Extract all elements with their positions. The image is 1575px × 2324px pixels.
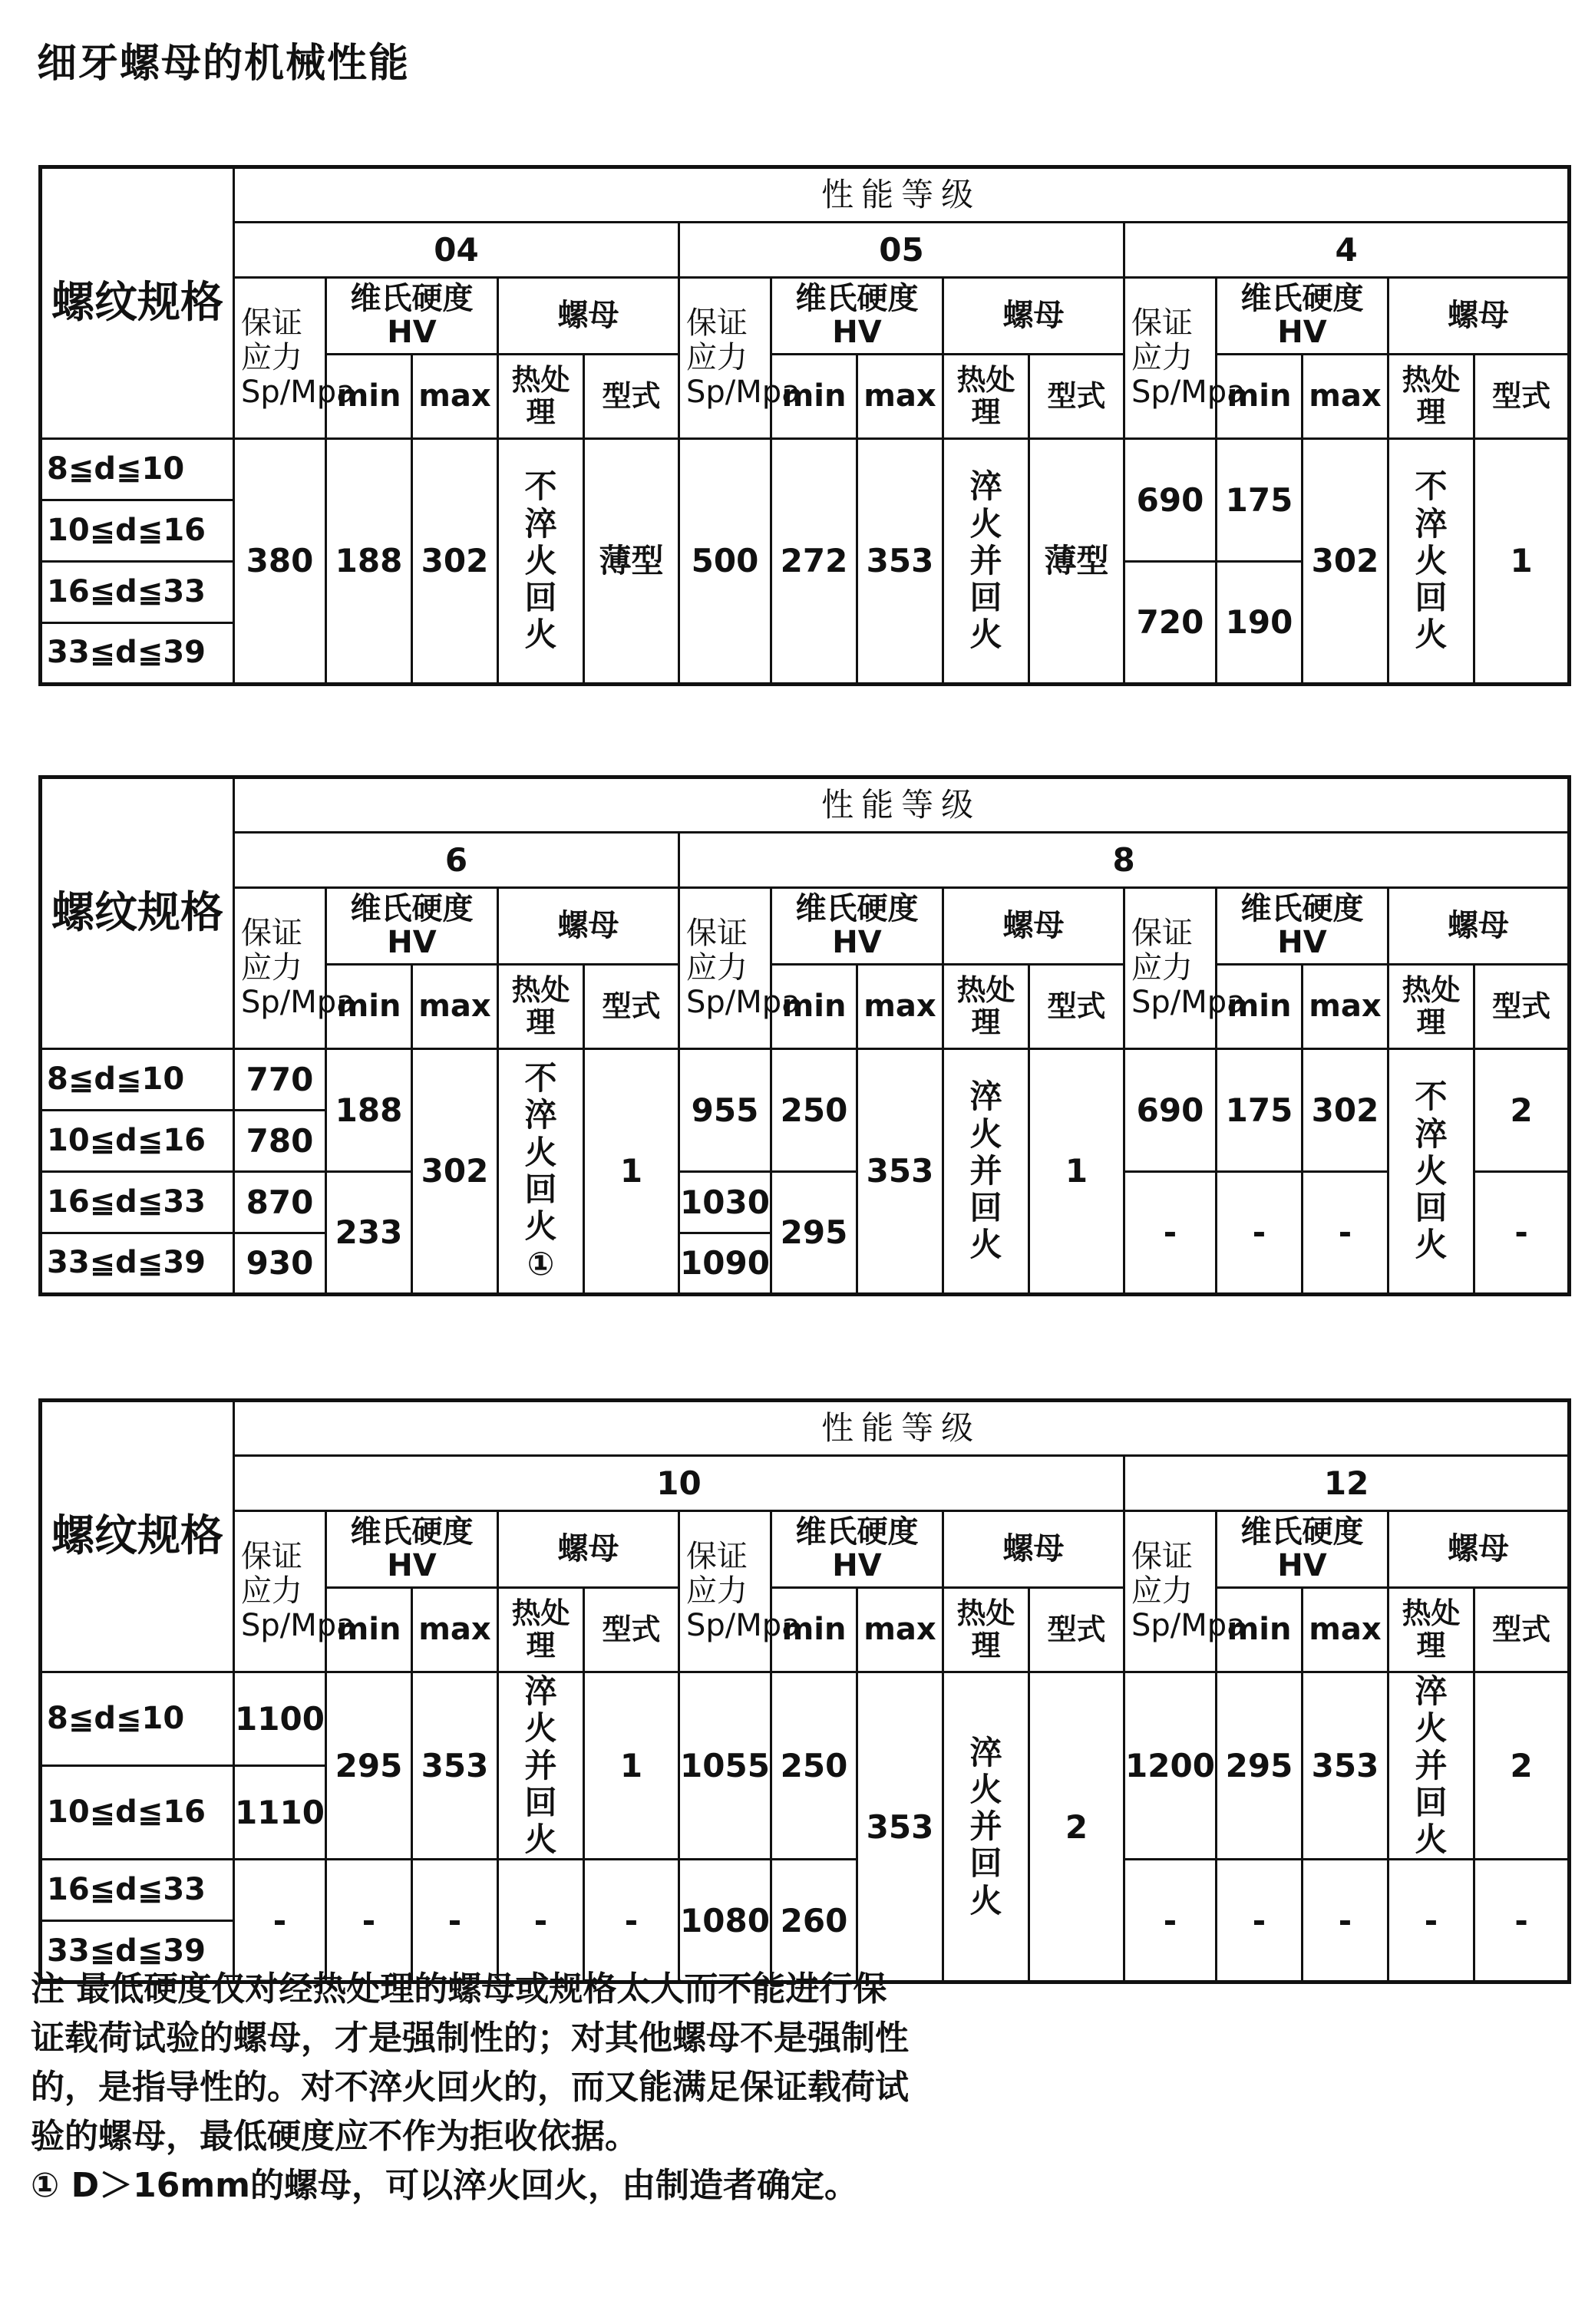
style-cell: 薄型 — [584, 439, 679, 685]
value-cell: 690 — [1124, 1049, 1217, 1172]
proof-stress-header: 保证应力Sp/Mpa — [1124, 278, 1217, 439]
value-cell: 190 — [1217, 562, 1303, 685]
min-header: min — [771, 355, 857, 439]
value-cell: - — [1303, 1860, 1388, 1982]
style-cell: - — [1474, 1172, 1570, 1295]
grade-header: 6 — [234, 833, 679, 888]
spec-cell: 8≦d≦10 — [41, 1049, 234, 1111]
heat-treatment-cell: - — [1388, 1860, 1474, 1982]
heat-treatment-cell: 不淬火回火① — [498, 1049, 584, 1295]
style-cell: 1 — [1029, 1049, 1124, 1295]
proof-stress-header: 保证应力Sp/Mpa — [679, 888, 771, 1049]
min-header: min — [1217, 355, 1303, 439]
value-cell: 930 — [234, 1233, 326, 1295]
value-cell: 1200 — [1124, 1672, 1217, 1860]
footnote-line: 注 最低硬度仅对经热处理的螺母或规格太大而不能进行保 — [31, 1969, 887, 2009]
nut-header: 螺母 — [1388, 888, 1570, 965]
value-cell: - — [1217, 1172, 1303, 1295]
value-cell: 295 — [771, 1172, 857, 1295]
spec-cell: 8≦d≦10 — [41, 439, 234, 500]
nut-header: 螺母 — [1388, 1511, 1570, 1588]
value-cell: 175 — [1217, 439, 1303, 562]
min-header: min — [326, 965, 412, 1049]
vickers-hardness-header: 维氏硬度HV — [771, 278, 943, 355]
performance-grade-header: 性能等级 — [234, 1401, 1570, 1456]
value-cell: 175 — [1217, 1049, 1303, 1172]
min-header: min — [1217, 1588, 1303, 1672]
page-title: 细牙螺母的机械性能 — [37, 41, 411, 87]
value-cell: 1030 — [679, 1172, 771, 1233]
max-header: max — [857, 1588, 943, 1672]
heat-treatment-cell: - — [498, 1860, 584, 1982]
heat-treatment-cell: 淬火并回火 — [1388, 1672, 1474, 1860]
value-cell: 295 — [1217, 1672, 1303, 1860]
heat-treatment-cell: 淬火并回火 — [943, 439, 1029, 685]
value-cell: 295 — [326, 1672, 412, 1860]
proof-stress-header: 保证应力Sp/Mpa — [234, 278, 326, 439]
value-cell: - — [1303, 1172, 1388, 1295]
value-cell: 250 — [771, 1672, 857, 1860]
style-cell: - — [1474, 1860, 1570, 1982]
style-cell: 1 — [1474, 439, 1570, 685]
value-cell: 233 — [326, 1172, 412, 1295]
value-cell: 302 — [412, 439, 498, 685]
vickers-hardness-header: 维氏硬度HV — [771, 888, 943, 965]
nut-header: 螺母 — [498, 888, 679, 965]
value-cell: 353 — [857, 1672, 943, 1982]
spec-cell: 16≦d≦33 — [41, 1860, 234, 1921]
spec-cell: 16≦d≦33 — [41, 562, 234, 623]
nut-header: 螺母 — [943, 888, 1124, 965]
grade-header: 04 — [234, 223, 679, 278]
heat-treatment-header: 热处理 — [1388, 965, 1474, 1049]
heat-treatment-header: 热处理 — [498, 355, 584, 439]
vickers-hardness-header: 维氏硬度HV — [326, 1511, 498, 1588]
style-header: 型式 — [584, 965, 679, 1049]
value-cell: - — [1124, 1860, 1217, 1982]
value-cell: 770 — [234, 1049, 326, 1111]
value-cell: 353 — [1303, 1672, 1388, 1860]
spec-header: 螺纹规格 — [41, 167, 234, 439]
proof-stress-header: 保证应力Sp/Mpa — [679, 1511, 771, 1672]
nut-header: 螺母 — [943, 278, 1124, 355]
max-header: max — [412, 1588, 498, 1672]
heat-treatment-header: 热处理 — [498, 965, 584, 1049]
style-header: 型式 — [1029, 1588, 1124, 1672]
vickers-hardness-header: 维氏硬度HV — [326, 888, 498, 965]
min-header: min — [771, 965, 857, 1049]
max-header: max — [857, 355, 943, 439]
max-header: max — [412, 355, 498, 439]
value-cell: 955 — [679, 1049, 771, 1172]
heat-treatment-header: 热处理 — [498, 1588, 584, 1672]
style-header: 型式 — [1029, 355, 1124, 439]
style-header: 型式 — [584, 355, 679, 439]
proof-stress-header: 保证应力Sp/Mpa — [234, 1511, 326, 1672]
value-cell: 353 — [412, 1672, 498, 1860]
vickers-hardness-header: 维氏硬度HV — [326, 278, 498, 355]
proof-stress-header: 保证应力Sp/Mpa — [234, 888, 326, 1049]
heat-treatment-cell: 淬火并回火 — [943, 1049, 1029, 1295]
spec-cell: 10≦d≦16 — [41, 1766, 234, 1860]
value-cell: 780 — [234, 1111, 326, 1172]
heat-treatment-header: 热处理 — [943, 965, 1029, 1049]
value-cell: - — [1217, 1860, 1303, 1982]
heat-treatment-header: 热处理 — [943, 1588, 1029, 1672]
min-header: min — [1217, 965, 1303, 1049]
style-header: 型式 — [1474, 355, 1570, 439]
style-cell: 2 — [1474, 1049, 1570, 1172]
value-cell: - — [326, 1860, 412, 1982]
spec-header: 螺纹规格 — [41, 777, 234, 1049]
spec-cell: 33≦d≦39 — [41, 623, 234, 685]
grade-header: 4 — [1124, 223, 1570, 278]
heat-treatment-header: 热处理 — [1388, 355, 1474, 439]
footnote-line: 证载荷试验的螺母，才是强制性的；对其他螺母不是强制性 — [31, 2019, 909, 2058]
value-cell: 302 — [1303, 439, 1388, 685]
value-cell: 353 — [857, 1049, 943, 1295]
value-cell: 720 — [1124, 562, 1217, 685]
vickers-hardness-header: 维氏硬度HV — [1217, 278, 1388, 355]
style-header: 型式 — [1474, 965, 1570, 1049]
min-header: min — [326, 355, 412, 439]
spec-cell: 33≦d≦39 — [41, 1233, 234, 1295]
footnote-line: 验的螺母，最低硬度应不作为拒收依据。 — [31, 2117, 639, 2156]
value-cell: 260 — [771, 1860, 857, 1982]
value-cell: - — [412, 1860, 498, 1982]
vickers-hardness-header: 维氏硬度HV — [1217, 888, 1388, 965]
max-header: max — [412, 965, 498, 1049]
proof-stress-header: 保证应力Sp/Mpa — [1124, 888, 1217, 1049]
value-cell: 188 — [326, 439, 412, 685]
max-header: max — [1303, 965, 1388, 1049]
style-header: 型式 — [1474, 1588, 1570, 1672]
vickers-hardness-header: 维氏硬度HV — [1217, 1511, 1388, 1588]
heat-treatment-header: 热处理 — [1388, 1588, 1474, 1672]
spec-cell: 10≦d≦16 — [41, 1111, 234, 1172]
value-cell: 380 — [234, 439, 326, 685]
nut-header: 螺母 — [498, 278, 679, 355]
heat-treatment-cell: 淬火并回火 — [943, 1672, 1029, 1982]
nut-header: 螺母 — [943, 1511, 1124, 1588]
value-cell: 188 — [326, 1049, 412, 1172]
value-cell: 302 — [1303, 1049, 1388, 1172]
value-cell: 500 — [679, 439, 771, 685]
spec-cell: 16≦d≦33 — [41, 1172, 234, 1233]
grade-header: 12 — [1124, 1456, 1570, 1511]
value-cell: 1090 — [679, 1233, 771, 1295]
max-header: max — [1303, 355, 1388, 439]
style-header: 型式 — [1029, 965, 1124, 1049]
heat-treatment-cell: 不淬火回火 — [1388, 1049, 1474, 1295]
property-table-1 — [38, 165, 1571, 686]
spec-cell: 10≦d≦16 — [41, 500, 234, 562]
value-cell: 1055 — [679, 1672, 771, 1860]
vickers-hardness-header: 维氏硬度HV — [771, 1511, 943, 1588]
min-header: min — [326, 1588, 412, 1672]
footnote-line: ① D＞16mm的螺母，可以淬火回火，由制造者确定。 — [31, 2166, 859, 2205]
footnote-block — [31, 1965, 1535, 2210]
property-table-2 — [38, 775, 1571, 1296]
property-table-3 — [38, 1398, 1571, 1984]
min-header: min — [771, 1588, 857, 1672]
value-cell: 870 — [234, 1172, 326, 1233]
value-cell: 1110 — [234, 1766, 326, 1860]
style-cell: 1 — [584, 1672, 679, 1860]
style-cell: 2 — [1474, 1672, 1570, 1860]
style-cell: 2 — [1029, 1672, 1124, 1982]
value-cell: - — [234, 1860, 326, 1982]
value-cell: 302 — [412, 1049, 498, 1295]
value-cell: 250 — [771, 1049, 857, 1172]
heat-treatment-cell: 不淬火回火 — [1388, 439, 1474, 685]
performance-grade-header: 性能等级 — [234, 167, 1570, 223]
style-cell: 1 — [584, 1049, 679, 1295]
value-cell: 1080 — [679, 1860, 771, 1982]
grade-header: 10 — [234, 1456, 1124, 1511]
proof-stress-header: 保证应力Sp/Mpa — [1124, 1511, 1217, 1672]
spec-header: 螺纹规格 — [41, 1401, 234, 1672]
nut-header: 螺母 — [1388, 278, 1570, 355]
grade-header: 05 — [679, 223, 1124, 278]
value-cell: - — [1124, 1172, 1217, 1295]
performance-grade-header: 性能等级 — [234, 777, 1570, 833]
max-header: max — [857, 965, 943, 1049]
nut-header: 螺母 — [498, 1511, 679, 1588]
heat-treatment-cell: 不淬火回火 — [498, 439, 584, 685]
heat-treatment-cell: 淬火并回火 — [498, 1672, 584, 1860]
value-cell: 353 — [857, 439, 943, 685]
style-cell: 薄型 — [1029, 439, 1124, 685]
spec-cell: 33≦d≦39 — [41, 1921, 234, 1982]
style-header: 型式 — [584, 1588, 679, 1672]
grade-header: 8 — [679, 833, 1570, 888]
proof-stress-header: 保证应力Sp/Mpa — [679, 278, 771, 439]
footnote-line: 的，是指导性的。对不淬火回火的，而又能满足保证载荷试 — [31, 2068, 909, 2107]
heat-treatment-header: 热处理 — [943, 355, 1029, 439]
value-cell: 690 — [1124, 439, 1217, 562]
value-cell: 1100 — [234, 1672, 326, 1766]
style-cell: - — [584, 1860, 679, 1982]
spec-cell: 8≦d≦10 — [41, 1672, 234, 1766]
max-header: max — [1303, 1588, 1388, 1672]
value-cell: 272 — [771, 439, 857, 685]
